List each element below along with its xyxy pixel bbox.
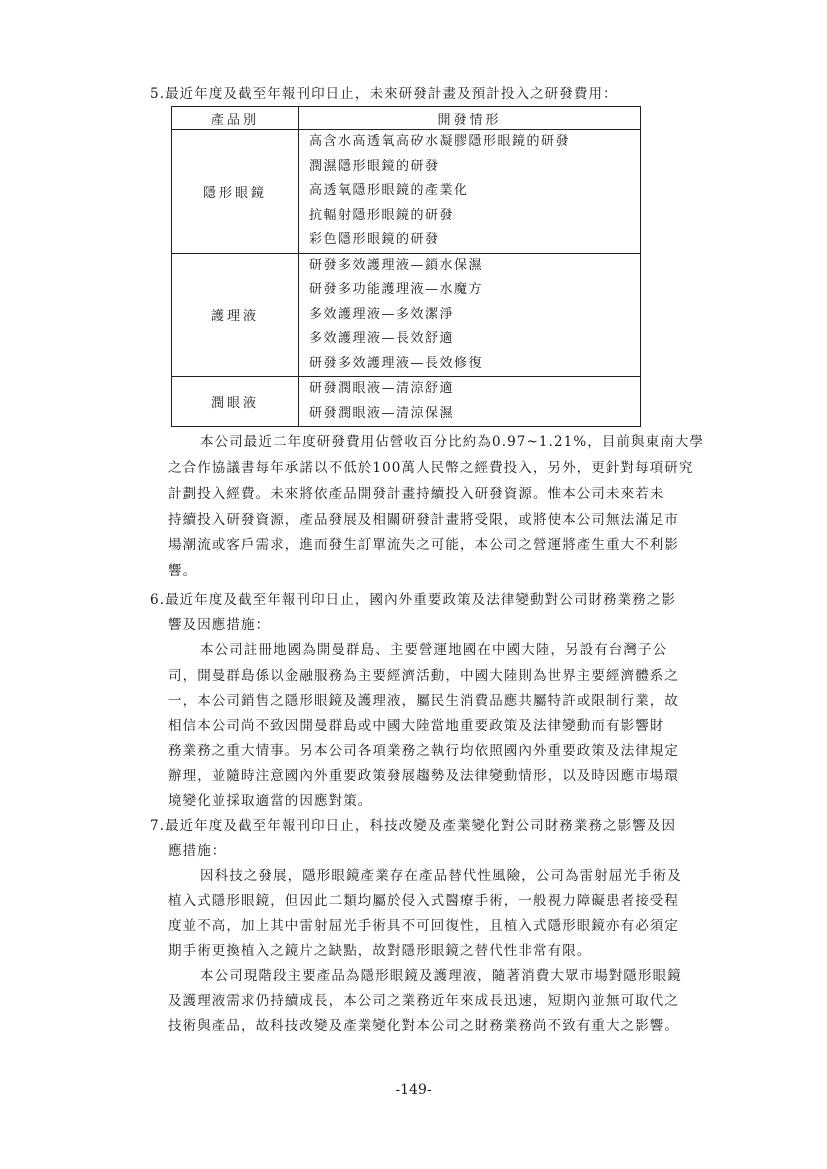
dev-item: 多效護理液—長效舒適 <box>309 331 455 346</box>
section-5-paragraph-line: 響。 <box>168 563 198 579</box>
table-row <box>172 253 641 377</box>
rd-plan-table <box>171 106 641 427</box>
section-7-paragraph-line: 度並不高，加上其中雷射屈光手術具不可回復性，且植入式隱形眼鏡亦有必須定 <box>168 918 679 934</box>
table-row <box>172 130 641 254</box>
section-6-paragraph-line: 一，本公司銷售之隱形眼鏡及護理液，屬民生消費品應共屬特許或限制行業，故 <box>168 693 679 709</box>
section-6-paragraph-line: 務業務之重大情事。另本公司各項業務之執行均依照國內外重要政策及法律規定 <box>168 743 679 759</box>
section-7-paragraph-line: 本公司現階段主要產品為隱形眼鏡及護理液，隨著消費大眾市場對隱形眼鏡 <box>200 968 682 984</box>
product-cell: 潤眼液 <box>172 377 299 427</box>
table-header-row <box>172 107 641 130</box>
section-7-paragraph-line: 植入式隱形眼鏡，但因此二類均屬於侵入式醫療手術，一般視力障礙患者接受程 <box>168 893 679 909</box>
section-5-heading: 5.最近年度及截至年報刊印日止，未來研發計畫及預計投入之研發費用： <box>150 86 618 102</box>
table-row <box>172 377 641 427</box>
product-cell: 護理液 <box>172 253 299 377</box>
page-number: -149- <box>395 1082 432 1098</box>
section-6-paragraph-line: 境變化並採取適當的因應對策。 <box>168 793 373 809</box>
section-7-paragraph-line: 及護理液需求仍持續成長，本公司之業務近年來成長迅速，短期內並無可取代之 <box>168 993 679 1009</box>
dev-item: 研發多效護理液—長效修復 <box>309 355 484 371</box>
rd-plan-table-container <box>171 106 641 427</box>
dev-item: 研發多效護理液—鎖水保濕 <box>309 257 484 273</box>
dev-item: 研發潤眼液—清涼保濕 <box>309 405 455 421</box>
section-6-heading: 6.最近年度及截至年報刊印日止，國內外重要政策及法律變動對公司財務業務之影 <box>150 592 677 608</box>
product-cell: 隱形眼鏡 <box>172 130 299 254</box>
dev-item: 高透氧隱形眼鏡的產業化 <box>309 183 469 198</box>
dev-item: 高含水高透氧高矽水凝膠隱形眼鏡的研發 <box>309 134 571 149</box>
section-6-paragraph-line: 本公司註冊地國為開曼群島、主要營運地國在中國大陸，另設有台灣子公 <box>200 642 668 658</box>
items-cell <box>299 377 641 427</box>
section-7-paragraph-line: 技術與產品，故科技改變及產業變化對本公司之財務業務尚不致有重大之影響。 <box>168 1018 679 1034</box>
section-7-heading: 應措施： <box>168 843 227 859</box>
section-7-heading: 7.最近年度及截至年報刊印日止，科技改變及產業變化對公司財務業務之影響及因 <box>150 818 677 834</box>
section-6-paragraph-line: 相信本公司尚不致因開曼群島或中國大陸當地重要政策及法律變動而有影響財 <box>168 718 665 734</box>
section-5-paragraph-line: 之合作協議書每年承諾以不低於100萬人民幣之經費投入，另外，更針對每項研究 <box>168 460 694 476</box>
section-5-paragraph-line: 持續投入研發資源，產品發展及相關研發計畫將受限，或將使本公司無法滿足市 <box>168 512 679 528</box>
items-cell <box>299 253 641 377</box>
items-cell <box>299 130 641 254</box>
dev-item: 潤濕隱形眼鏡的研發 <box>309 158 440 174</box>
section-6-paragraph-line: 司，開曼群島係以金融服務為主要經濟活動，中國大陸則為世界主要經濟體系之 <box>168 668 679 684</box>
dev-item: 研發潤眼液—清涼舒適 <box>309 381 455 396</box>
section-7-paragraph-line: 因科技之發展，隱形眼鏡產業存在產品替代性風險，公司為雷射屈光手術及 <box>200 868 682 884</box>
section-6-heading: 響及因應措施： <box>168 617 271 633</box>
section-5-paragraph-line: 場潮流或客戶需求，進而發生訂單流失之可能，本公司之營運將產生重大不利影 <box>168 537 679 553</box>
section-7-paragraph-line: 期手術更換植入之鏡片之缺點，故對隱形眼鏡之替代性非常有限。 <box>168 943 592 959</box>
section-5-paragraph-line: 計劃投入經費。未來將依產品開發計畫持續投入研發資源。惟本公司未來若未 <box>168 486 665 502</box>
header-development: 開發情形 <box>299 107 641 130</box>
dev-item: 彩色隱形眼鏡的研發 <box>309 232 440 247</box>
section-5-paragraph-line: 本公司最近二年度研發費用佔營收百分比約為0.97~1.21%，目前與東南大學 <box>200 434 705 450</box>
section-6-paragraph-line: 辦理，並隨時注意國內外重要政策發展趨勢及法律變動情形，以及時因應市場環 <box>168 768 679 784</box>
dev-item: 研發多功能護理液—水魔方 <box>309 282 484 297</box>
dev-item: 多效護理液—多效潔淨 <box>309 306 455 322</box>
header-product: 產品別 <box>172 107 299 130</box>
dev-item: 抗輻射隱形眼鏡的研發 <box>309 207 455 223</box>
